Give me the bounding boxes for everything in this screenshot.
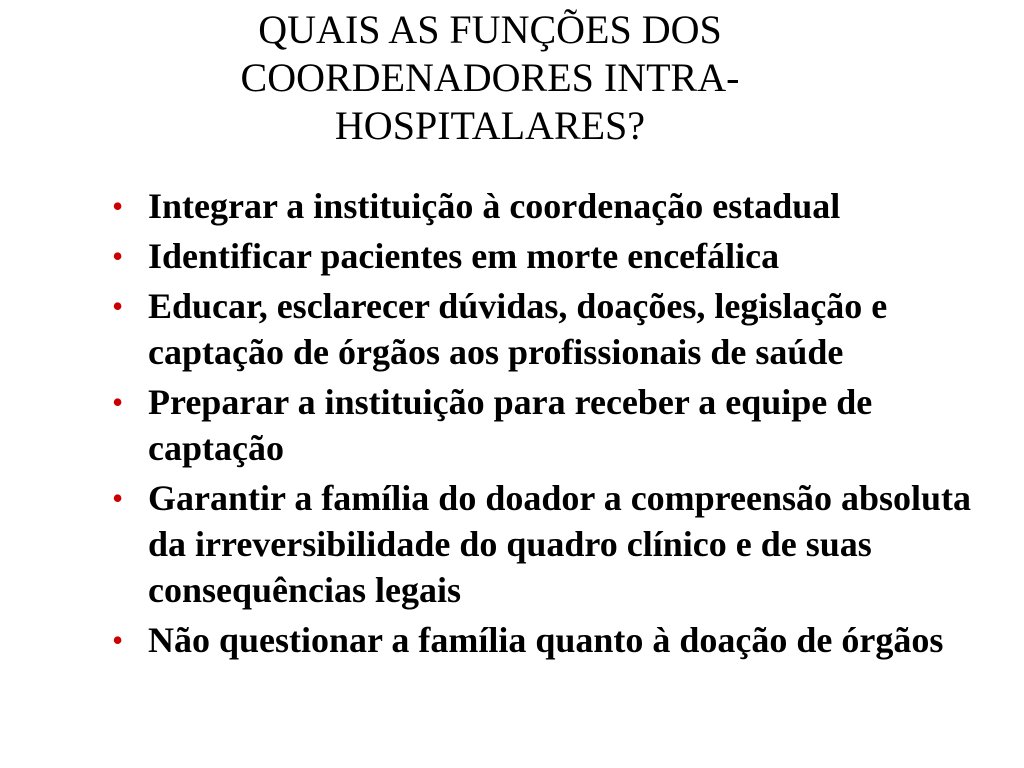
bullet-text: Educar, esclarecer dúvidas, doações, legislação e captação de órgãos aos profissionais de saúde: [148, 286, 888, 372]
bullet-item: [108, 475, 988, 613]
bullet-icon: •: [112, 622, 124, 658]
bullet-icon: •: [112, 480, 124, 516]
bullet-item: [108, 283, 988, 375]
bullet-item: [108, 233, 988, 279]
bullet-text: Não questionar a família quanto à doação de órgãos: [148, 620, 944, 660]
title-line-3: HOSPITALARES?: [334, 103, 646, 148]
title-line-1: QUAIS AS FUNÇÕES DOS: [258, 7, 722, 52]
bullet-text: Identificar pacientes em morte encefálica: [148, 236, 780, 276]
bullet-list: [108, 183, 988, 667]
slide-title: [130, 6, 850, 150]
bullet-text: Garantir a família do doador a compreensão absoluta da irreversibilidade do quadro clínico e de suas consequências legais: [148, 478, 972, 610]
bullet-icon: •: [112, 288, 124, 324]
bullet-item: [108, 379, 988, 471]
bullet-text: Integrar a instituição à coordenação estadual: [148, 186, 841, 226]
title-line-2: COORDENADORES INTRA-: [240, 55, 740, 100]
bullet-text: Preparar a instituição para receber a equipe de captação: [148, 382, 873, 468]
bullet-icon: •: [112, 384, 124, 420]
bullet-icon: •: [112, 188, 124, 224]
bullet-item: [108, 617, 988, 663]
bullet-item: [108, 183, 988, 229]
bullet-icon: •: [112, 238, 124, 274]
